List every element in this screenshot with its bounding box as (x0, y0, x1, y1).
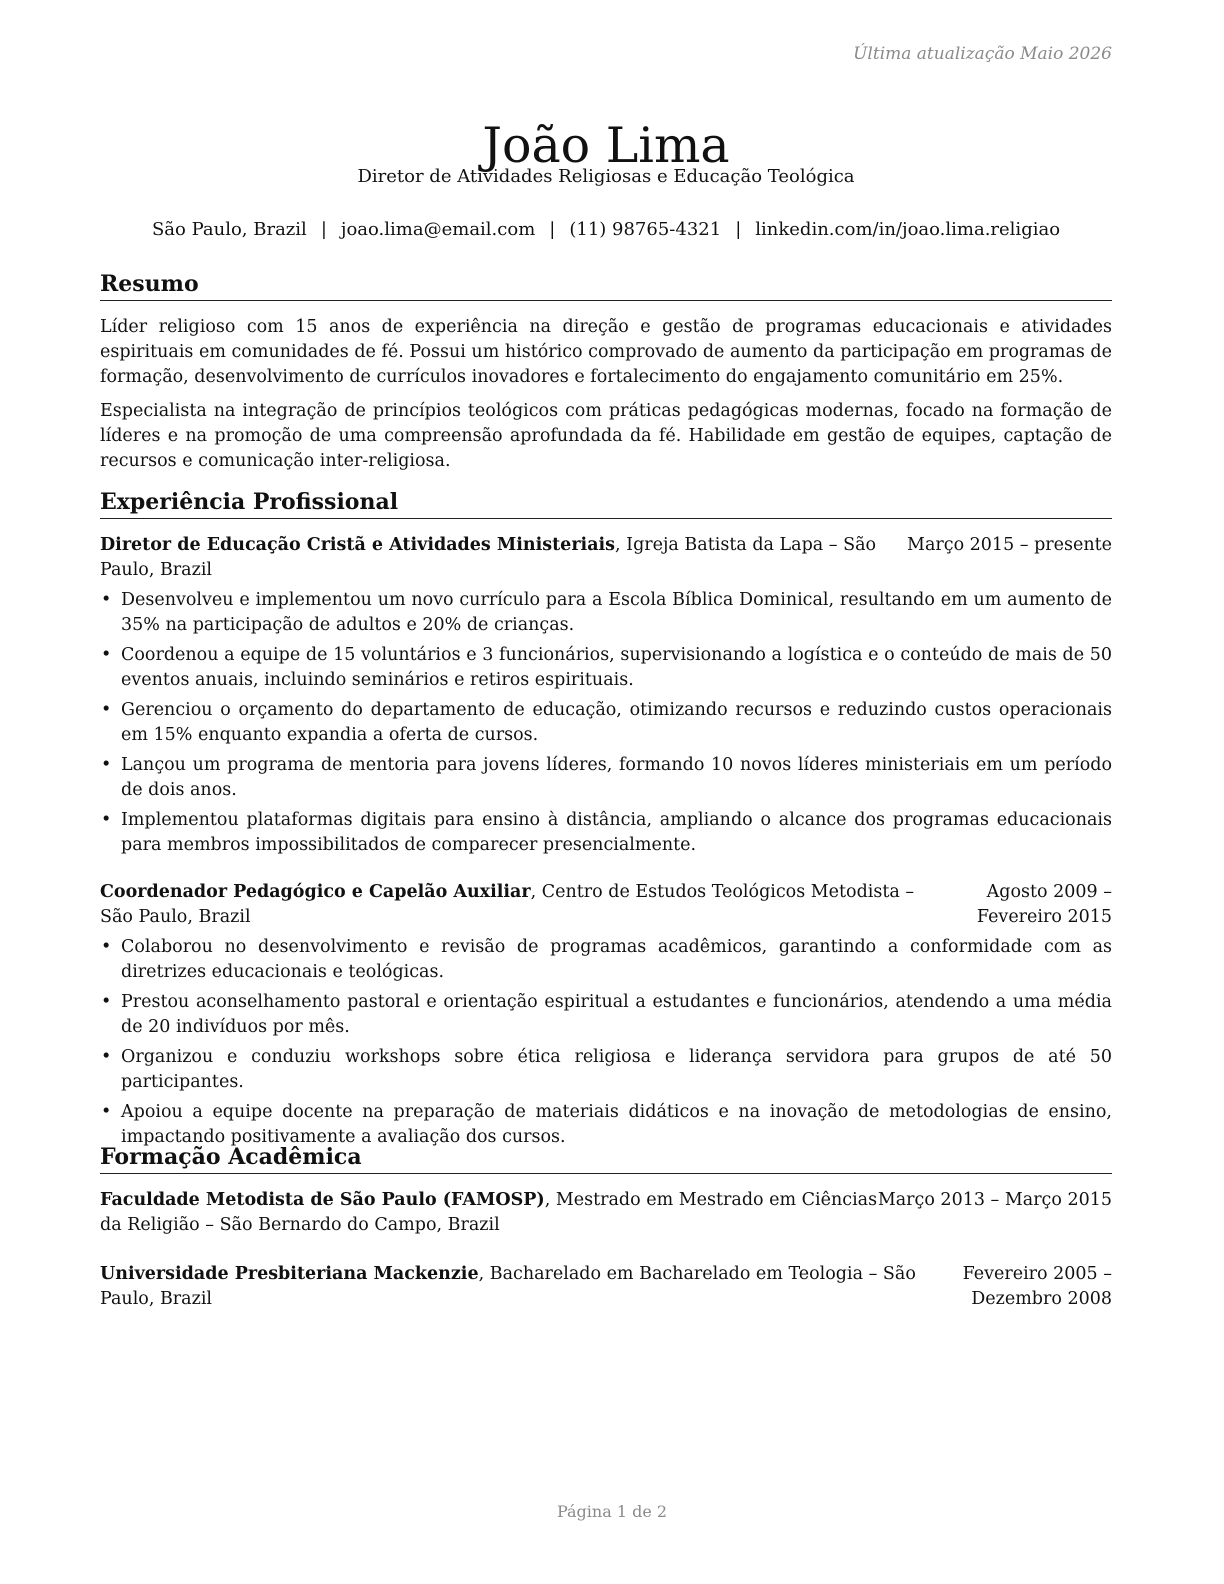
contact-separator: | (549, 219, 556, 240)
bullet-text: Colaborou no desenvolvimento e revisão de programas acadêmicos, garantindo a conformidade com as diretrizes educacionais e teológicas. (121, 937, 1112, 982)
bullet-text: Organizou e conduziu workshops sobre ética religiosa e liderança servidora para grupos de até 50 participantes. (121, 1047, 1112, 1092)
contact-separator: | (735, 219, 742, 240)
bullet-text: Implementou plataformas digitais para ensino à distância, ampliando o alcance dos programas educacionais para membros impossibilitados de comparecer presencialmente. (121, 810, 1112, 855)
list-item (100, 588, 1112, 638)
contact-separator: | (320, 219, 327, 240)
job-dates: Março 2015 – presente (907, 535, 1112, 555)
list-item (100, 808, 1112, 858)
job-bullets (100, 588, 1112, 863)
education-title-line (100, 1262, 940, 1312)
bullet-text: Lançou um programa de mentoria para jovens líderes, formando 10 novos líderes ministeriais em um período de dois anos. (121, 755, 1112, 800)
contact-location: São Paulo, Brazil (151, 219, 307, 240)
list-item (100, 753, 1112, 803)
bullet-icon: • (101, 590, 112, 610)
page-number: Página 1 de 2 (556, 1502, 668, 1521)
bullet-icon: • (101, 700, 112, 720)
job-bullets (100, 935, 1112, 1155)
job-role: Coordenador Pedagógico e Capelão Auxiliar (100, 882, 531, 902)
contact-line (100, 219, 1112, 240)
bullet-icon: • (101, 1102, 112, 1122)
candidate-title: Diretor de Atividades Religiosas e Educação Teológica (357, 166, 855, 187)
bullet-text: Prestou aconselhamento pastoral e orientação espiritual a estudantes e funcionários, atendendo a uma média de 20 indivíduos por mês. (121, 992, 1112, 1037)
bullet-icon: • (101, 1047, 112, 1067)
contact-phone[interactable]: (11) 98765-4321 (569, 219, 722, 240)
list-item (100, 1045, 1112, 1095)
bullet-text: Gerenciou o orçamento do departamento de educação, otimizando recursos e reduzindo custos operacionais em 15% enquanto expandia a oferta de cursos. (121, 700, 1112, 745)
bullet-icon: • (101, 645, 112, 665)
education-detail: , Bacharelado em Bacharelado em Teologia – São Paulo, Brazil (100, 1264, 916, 1309)
list-item (100, 990, 1112, 1040)
job-title-line (100, 880, 950, 930)
education-title-line (100, 1188, 890, 1238)
bullet-icon: • (101, 992, 112, 1012)
section-heading-education: Formação Acadêmica (100, 1144, 1112, 1174)
summary-paragraph: Especialista na integração de princípios teológicos com práticas pedagógicas modernas, focado na formação de líderes e na promoção de uma compreensão aprofundada da fé. Habilidade em gestão de equipes, captação de recursos e comunicação inter-religiosa. (100, 401, 1112, 471)
summary-paragraph: Líder religioso com 15 anos de experiência na direção e gestão de programas educacionais e atividades espirituais em comunidades de fé. Possui um histórico comprovado de aumento da participação em programas de formação, desenvolvimento de currículos inovadores e fortalecimento do engajamento comunitário em 25%. (100, 317, 1112, 387)
job-title-line (100, 533, 890, 583)
job-organization: , Centro de Estudos Teológicos Metodista – São Paulo, Brazil (100, 882, 915, 927)
job-organization: , Igreja Batista da Lapa – São Paulo, Brazil (100, 535, 877, 580)
education-detail: , Mestrado em Mestrado em Ciências da Religião – São Bernardo do Campo, Brazil (100, 1190, 878, 1235)
bullet-icon: • (101, 937, 112, 957)
section-heading-summary: Resumo (100, 271, 1112, 301)
list-item (100, 643, 1112, 693)
bullet-icon: • (101, 755, 112, 775)
education-school: Faculdade Metodista de São Paulo (FAMOSP) (100, 1190, 545, 1210)
job-role: Diretor de Educação Cristã e Atividades Ministeriais (100, 535, 616, 555)
last-updated: Última atualização Maio 2026 (853, 44, 1112, 64)
list-item (100, 698, 1112, 748)
list-item (100, 935, 1112, 985)
contact-email[interactable]: joao.lima@email.com (340, 219, 536, 240)
bullet-icon: • (101, 810, 112, 830)
education-dates: Março 2013 – Março 2015 (877, 1190, 1112, 1210)
list-item (100, 1100, 1112, 1150)
bullet-text: Coordenou a equipe de 15 voluntários e 3 funcionários, supervisionando a logística e o conteúdo de mais de 50 eventos anuais, incluindo seminários e retiros espirituais. (121, 645, 1112, 690)
job-dates: Agosto 2009 – Fevereiro 2015 (976, 882, 1112, 927)
section-heading-experience: Experiência Profissional (100, 489, 1112, 519)
education-dates: Fevereiro 2005 – Dezembro 2008 (962, 1264, 1112, 1309)
education-school: Universidade Presbiteriana Mackenzie (100, 1264, 479, 1284)
bullet-text: Apoiou a equipe docente na preparação de materiais didáticos e na inovação de metodologias de ensino, impactando positivamente a avaliação dos cursos. (121, 1102, 1112, 1147)
bullet-text: Desenvolveu e implementou um novo currículo para a Escola Bíblica Dominical, resultando em um aumento de 35% na participação de adultos e 20% de crianças. (121, 590, 1112, 635)
contact-linkedin[interactable]: linkedin.com/in/joao.lima.religiao (755, 219, 1061, 240)
candidate-name: João Lima (482, 116, 730, 174)
